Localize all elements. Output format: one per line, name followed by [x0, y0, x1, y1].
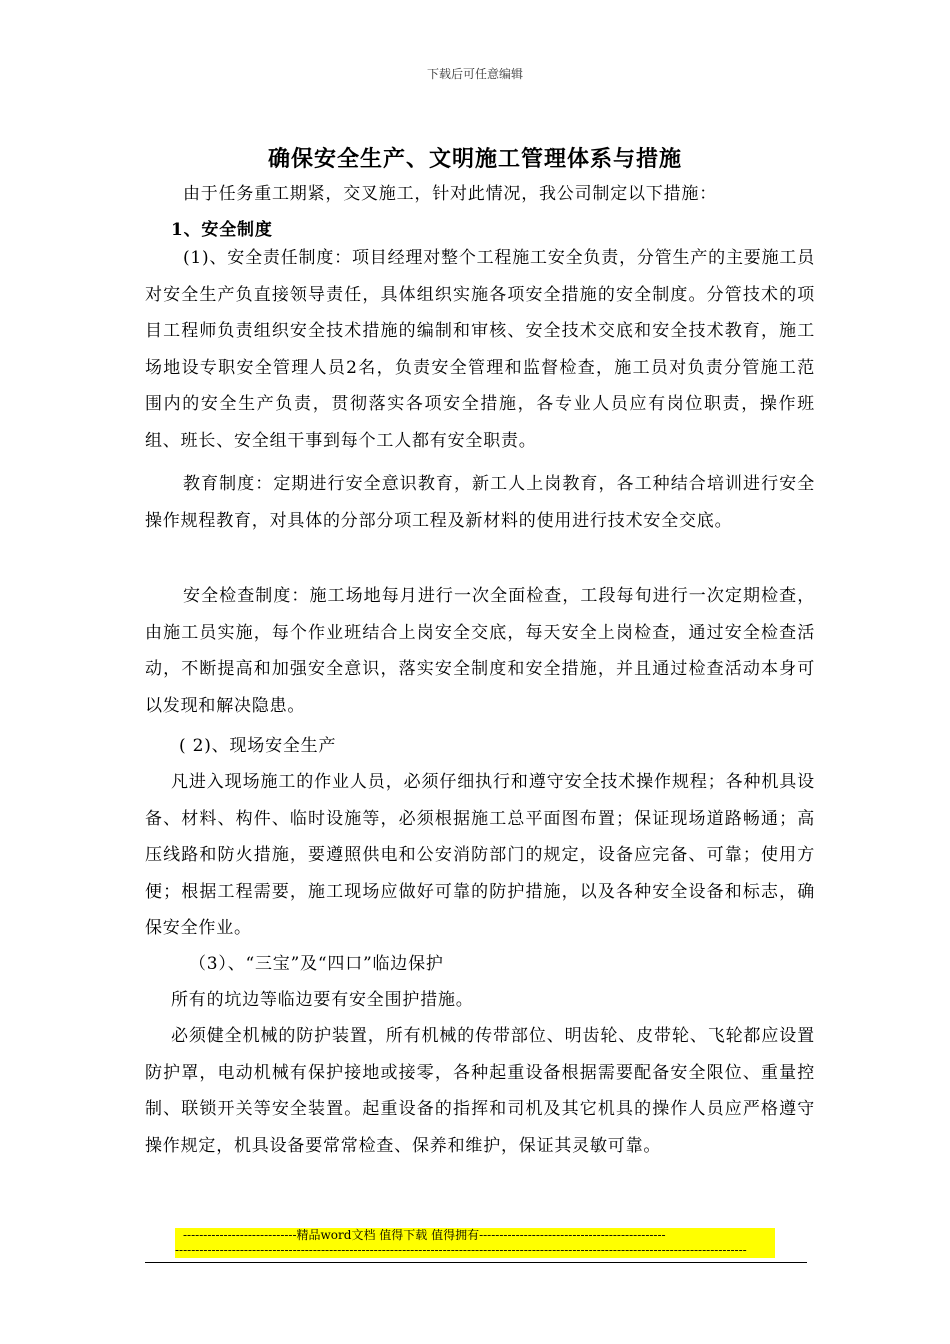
site-safety-paragraph: 凡进入现场施工的作业人员，必须仔细执行和遵守安全技术操作规程；各种机具设备、材料、构件、临时设施等，必须根据施工总平面图布置；保证现场道路畅通；高压线路和防火措施，要遵照供电和公安消防部门的规定，设备应完备、可靠；使用方便；根据工程需要，施工现场应做好可靠的防护措施，以及各种安全设备和标志，确保安全作业。 — [145, 772, 815, 938]
safety-inspection-paragraph: 安全检查制度：施工场地每月进行一次全面检查，工段每旬进行一次定期检查，由施工员实施，每个作业班结合上岗安全交底，每天安全上岗检查，通过安全检查活动，不断提高和加强安全意识，落实安全制度和安全措施，并且通过检查活动本身可以发现和解决隐患。 — [145, 586, 815, 716]
intro-paragraph: 由于任务重工期紧，交叉施工，针对此情况，我公司制定以下措施： — [183, 184, 717, 204]
safety-responsibility-paragraph: (1)、安全责任制度：项目经理对整个工程施工安全负责，分管生产的主要施工员对安全生产负直接领导责任，具体组织实施各项安全措施的安全制度。分管技术的项目工程师负责组织安全技术措施的编制和审核、安全技术交底和安全技术教育，施工场地设专职安全管理人员2名，负责安全管理和监督检查，施工员对负责分管施工范围内的安全生产负责，贯彻落实各项安全措施，各专业人员应有岗位职责，操作班组、班长、安全组干事到每个工人都有安全职责。 — [145, 248, 815, 451]
section-1-heading: 1、安全制度 — [171, 220, 273, 240]
education-paragraph: 教育制度：定期进行安全意识教育，新工人上岗教育，各工种结合培训进行安全操作规程教育，对具体的分部分项工程及新材料的使用进行技术安全交底。 — [145, 474, 815, 531]
page-header: 下载后可任意编辑 — [426, 67, 523, 81]
footer-divider — [145, 1262, 807, 1263]
edge-protection-paragraph: 所有的坑边等临边要有安全围护措施。 — [171, 990, 474, 1010]
document-title: 确保安全生产、文明施工管理体系与措施 — [267, 146, 682, 172]
subsection-2-heading: ( 2)、现场安全生产 — [179, 736, 337, 756]
footer-line-1: ----------------------------精品word文档 值得下载 值得拥有---------------------------------------------- — [183, 1228, 666, 1242]
subsection-3-heading: （3）、“三宝”及“四口”临边保护 — [189, 954, 444, 974]
footer-banner — [175, 1228, 775, 1258]
footer-line-2: --------------------------------------------------------------------------------------------------------------------------------------------- — [175, 1243, 747, 1257]
machinery-protection-paragraph: 必须健全机械的防护装置，所有机械的传带部位、明齿轮、皮带轮、飞轮都应设置防护罩，电动机械有保护接地或接零，各种起重设备根据需要配备安全限位、重量控制、联锁开关等安全装置。起重设备的指挥和司机及其它机具的操作人员应严格遵守操作规定，机具设备要常常检查、保养和维护，保证其灵敏可靠。 — [145, 1026, 815, 1156]
